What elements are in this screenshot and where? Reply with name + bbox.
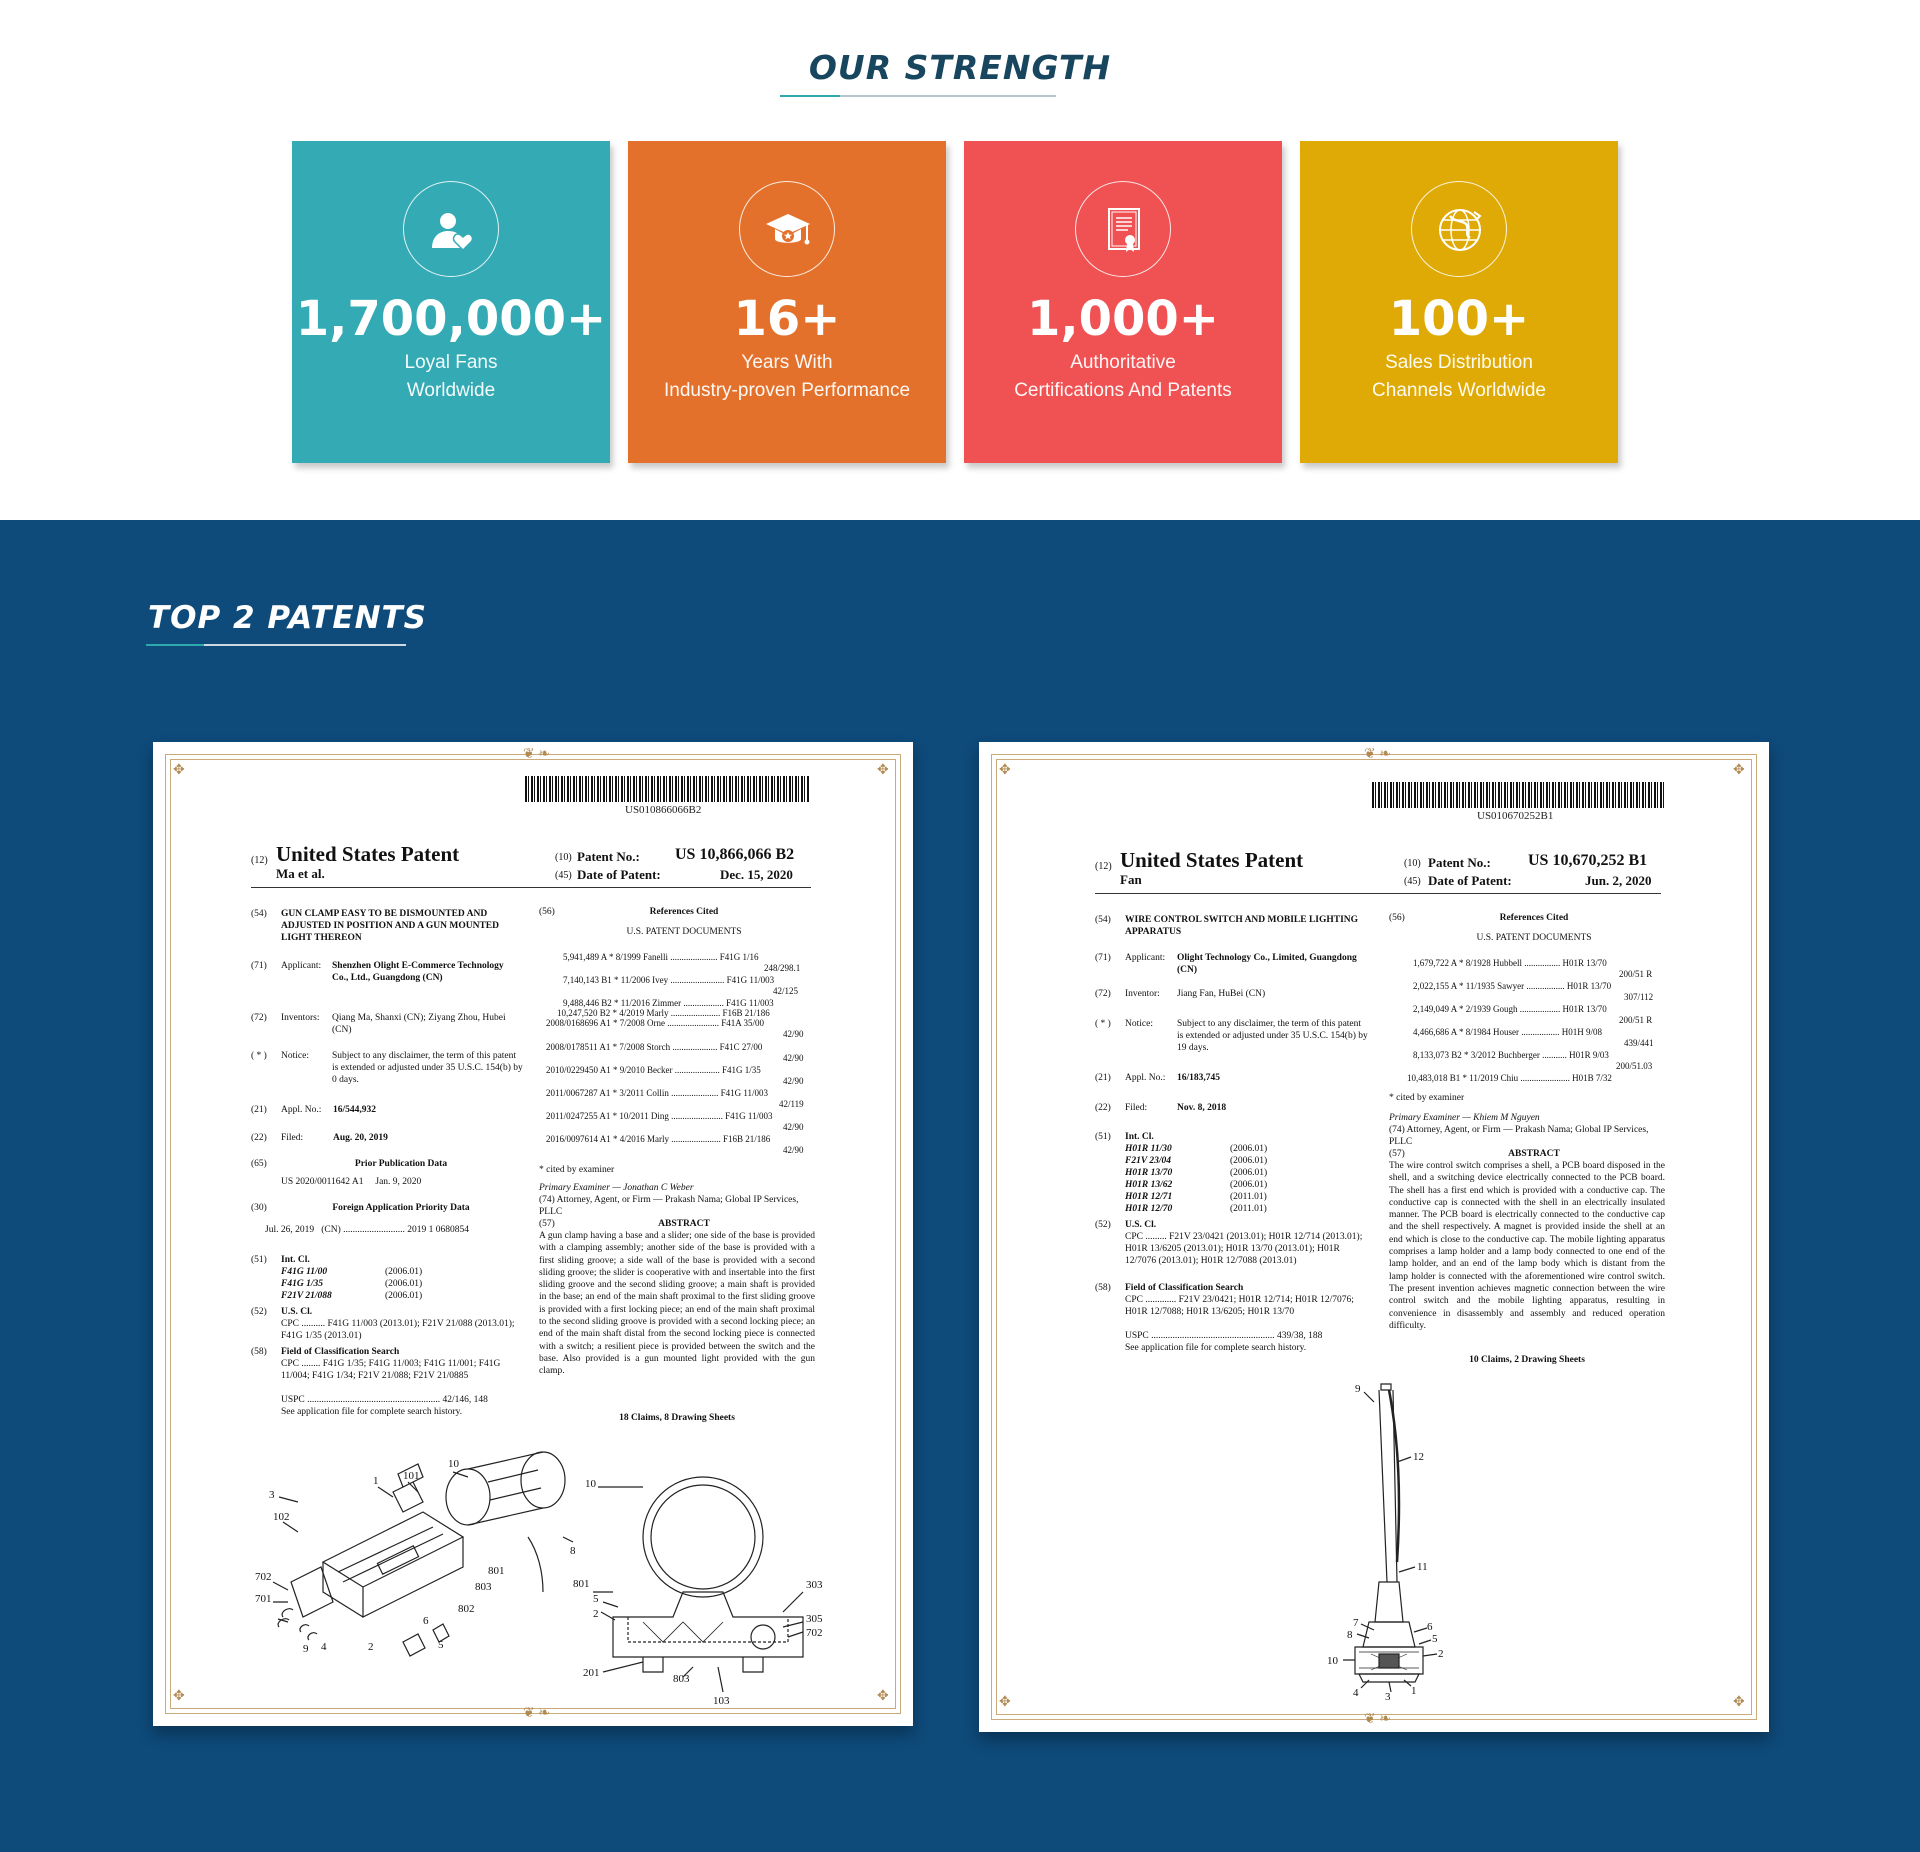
- intcl-class: F41G 1/35: [281, 1279, 323, 1289]
- stat-label-line1: Authoritative: [1070, 352, 1176, 373]
- title-underline-accent: [780, 95, 840, 97]
- filed-date: Aug. 20, 2019: [333, 1133, 388, 1143]
- header-rule: [251, 887, 811, 888]
- header-rule: [1095, 893, 1661, 894]
- patent-drawing-gun-clamp: [243, 1442, 843, 1712]
- refs-heading: References Cited: [1499, 913, 1569, 923]
- cited-by-examiner: * cited by examiner: [539, 1165, 615, 1175]
- reference-row: 42/90: [783, 1029, 804, 1039]
- reference-row: 2011/0247255 A1 * 10/2011 Ding ....................... F41G 11/003: [546, 1111, 773, 1121]
- drawing-label: 201: [583, 1667, 600, 1679]
- drawing-label: 303: [806, 1579, 823, 1591]
- code-72: (72): [251, 1013, 267, 1023]
- code-45: (45): [555, 870, 572, 881]
- code-56: (56): [539, 907, 555, 917]
- drawing-label: 801: [573, 1578, 590, 1590]
- ornament-icon: ✥: [173, 763, 185, 778]
- patent-no: US 10,670,252 B1: [1528, 852, 1648, 869]
- attorney: (74) Attorney, Agent, or Firm — Prakash Nama; Global IP Services, PLLC: [1389, 1125, 1649, 1147]
- invention-title: WIRE CONTROL SWITCH AND MOBILE LIGHTING APPARATUS: [1125, 915, 1359, 937]
- intcl-year: (2006.01): [1230, 1168, 1268, 1178]
- stat-label-line1: Sales Distribution: [1385, 352, 1533, 373]
- drawing-label: 4: [1353, 1687, 1359, 1699]
- code-45: (45): [1404, 876, 1421, 887]
- refs-heading: References Cited: [649, 907, 719, 917]
- graduation-cap-icon: [739, 181, 835, 277]
- reference-row: 1,679,722 A * 8/1928 Hubbell ................ H01R 13/70: [1413, 958, 1607, 968]
- reference-row: 10,483,018 B1 * 11/2019 Chiu ...................... H01B 7/32: [1407, 1073, 1612, 1083]
- stat-card-channels: [1300, 141, 1618, 463]
- reference-row: 2016/0097614 A1 * 4/2016 Marly ...................... F16B 21/186: [546, 1134, 771, 1144]
- applicant: Olight Technology Co., Limited, Guangdong (CN): [1177, 953, 1357, 975]
- reference-row: 10,247,520 B2 * 4/2019 Marly ...................... F16B 21/186: [557, 1008, 770, 1018]
- patent-no-label: Patent No.:: [1428, 855, 1491, 870]
- intcl-year: (2006.01): [1230, 1180, 1268, 1190]
- refs-subheading: U.S. PATENT DOCUMENTS: [626, 927, 742, 937]
- date-label: Date of Patent:: [577, 867, 661, 882]
- reference-row: 248/298.1: [764, 963, 801, 973]
- stat-cards: [292, 141, 1620, 465]
- drawing-label: 5: [1432, 1633, 1438, 1645]
- drawing-label: 4: [321, 1641, 327, 1653]
- reference-row: 2008/0168696 A1 * 7/2008 Orne ....................... F41A 35/00: [546, 1018, 765, 1028]
- see-application: See application file for complete search history.: [281, 1407, 463, 1417]
- reference-row: 42/90: [783, 1122, 804, 1132]
- reference-row: 42/90: [783, 1053, 804, 1063]
- drawing-label: 702: [255, 1571, 272, 1583]
- ornament-icon: ✥: [877, 763, 889, 778]
- reference-row: 200/51.03: [1616, 1061, 1653, 1071]
- uspc: USPC .................................................... 439/38, 188: [1125, 1331, 1323, 1341]
- strength-section: [0, 0, 1920, 520]
- code-12: (12): [251, 855, 268, 866]
- intcl-year: (2006.01): [385, 1279, 423, 1289]
- barcode: [1372, 782, 1664, 808]
- cited-by-examiner: * cited by examiner: [1389, 1093, 1465, 1103]
- applicant-label: Applicant:: [281, 961, 322, 971]
- reference-row: 4,466,686 A * 8/1984 Houser ................. H01H 9/08: [1413, 1027, 1602, 1037]
- inventors-label: Inventors:: [281, 1013, 320, 1023]
- abstract: A gun clamp having a base and a slider; one side of the base is provided with a clamping assembly; another side of the base is provided with a first sliding groove; a side wall of the base is provided with a second sliding groove; the slider is cooperative with and insertable into the first sliding groove and the second sliding groove; a main shaft is provided in the base; an end of the main shaft proximal to the first sliding groove is provided with a first locking piece; an end of the main shaft proximal to the second sliding groove is provided with a second locking piece; an end of the main shaft distal from the second locking piece is connected with a switch; a resilient piece is provided between the switch and the base. Also provided is a gun mounted light provided with the gun clamp.: [539, 1231, 815, 1377]
- patent-no-label: Patent No.:: [577, 849, 640, 864]
- drawing-label: 101: [403, 1470, 420, 1482]
- code-58: (58): [251, 1347, 267, 1357]
- drawing-label: 2: [368, 1641, 374, 1653]
- notice-label: Notice:: [281, 1051, 309, 1061]
- code-10: (10): [1404, 858, 1421, 869]
- drawing-label: 1: [373, 1475, 379, 1487]
- code-71: (71): [1095, 953, 1111, 963]
- code-30: (30): [251, 1203, 267, 1213]
- appl-label: Appl. No.:: [1125, 1073, 1166, 1083]
- drawing-label: 3: [269, 1489, 275, 1501]
- code-58: (58): [1095, 1283, 1111, 1293]
- uspc: USPC ........................................................ 42/146, 148: [281, 1395, 488, 1405]
- reference-row: 2,149,049 A * 2/1939 Gough .................. H01R 13/70: [1413, 1004, 1607, 1014]
- applicant: Shenzhen Olight E-Commerce Technology Co., Ltd., Guangdong (CN): [332, 961, 504, 983]
- reference-row: 42/90: [783, 1076, 804, 1086]
- uscl-label: U.S. Cl.: [1125, 1220, 1157, 1230]
- ornament-icon: ❦ ❧: [1364, 1712, 1391, 1727]
- drawing-label: 2: [1438, 1648, 1444, 1660]
- ornament-icon: ✥: [1733, 763, 1745, 778]
- patent-document-2: [979, 742, 1769, 1732]
- code-22: (22): [1095, 1103, 1111, 1113]
- code-57: (57): [539, 1219, 555, 1229]
- filed-label: Filed:: [1125, 1103, 1148, 1113]
- uscl-label: U.S. Cl.: [281, 1307, 313, 1317]
- intcl-year: (2011.01): [1230, 1204, 1267, 1214]
- reference-row: 8,133,073 B2 * 3/2012 Buchberger ........... H01R 9/03: [1413, 1050, 1609, 1060]
- appl-no: 16/544,932: [333, 1105, 377, 1115]
- prior-pub: US 2020/0011642 A1 Jan. 9, 2020: [281, 1177, 422, 1187]
- reference-row: 2010/0229450 A1 * 9/2010 Becker .................... F41G 1/35: [546, 1065, 761, 1075]
- intcl-year: (2006.01): [385, 1267, 423, 1277]
- drawing-label: 12: [1413, 1451, 1424, 1463]
- code-54: (54): [251, 909, 267, 919]
- inventor-label: Inventor:: [1125, 989, 1160, 999]
- prior-pub-heading: Prior Publication Data: [354, 1159, 448, 1169]
- drawing-label: 1: [1411, 1685, 1417, 1697]
- user-heart-icon: [403, 181, 499, 277]
- field-cpc: CPC ............. F21V 23/0421; H01R 12/714; H01R 12/7076; H01R 12/7088; H01R 13/6205; H01R 13/70: [1125, 1295, 1354, 1317]
- drawing-label: 9: [303, 1643, 309, 1655]
- drawing-label: 803: [673, 1673, 690, 1685]
- intcl-class: H01R 12/71: [1125, 1192, 1173, 1202]
- globe-icon: [1411, 181, 1507, 277]
- code-52: (52): [251, 1307, 267, 1317]
- ornament-icon: ❦ ❧: [523, 1706, 550, 1721]
- certificate-icon: [1075, 181, 1171, 277]
- stat-card-certifications: [964, 141, 1282, 463]
- intcl-class: F21V 23/04: [1125, 1156, 1172, 1166]
- barcode: [525, 776, 809, 802]
- barcode-number: US010670252B1: [1477, 810, 1554, 822]
- cpc: CPC ......... F21V 23/0421 (2013.01); H01R 12/714 (2013.01); H01R 13/6205 (2013.01); H01R 13/70 (2013.01); H01R 12/7076 (2013.01); H01R 12/7088 (2013.01): [1125, 1232, 1363, 1266]
- code-71: (71): [251, 961, 267, 971]
- intcl-class: H01R 13/62: [1125, 1180, 1173, 1190]
- drawing-label: 6: [423, 1615, 429, 1627]
- filed-date: Nov. 8, 2018: [1177, 1103, 1227, 1113]
- drawing-label: 305: [806, 1613, 823, 1625]
- code-notice: ( * ): [251, 1051, 267, 1061]
- code-22: (22): [251, 1133, 267, 1143]
- applicant-label: Applicant:: [1125, 953, 1166, 963]
- inventors: Qiang Ma, Shanxi (CN); Ziyang Zhou, Hubei (CN): [332, 1013, 506, 1035]
- reference-row: 307/112: [1624, 992, 1654, 1002]
- field-cpc: CPC ........ F41G 1/35; F41G 11/003; F41G 11/001; F41G 11/004; F41G 1/34; F21V 21/088; F21V 21/0885: [281, 1359, 501, 1381]
- stat-label-line1: Loyal Fans: [404, 352, 498, 373]
- stat-label: [292, 349, 610, 405]
- attorney: (74) Attorney, Agent, or Firm — Prakash Nama; Global IP Services, PLLC: [539, 1195, 799, 1217]
- code-21: (21): [1095, 1073, 1111, 1083]
- claims: 18 Claims, 8 Drawing Sheets: [619, 1413, 735, 1423]
- intcl-label: Int. Cl.: [1125, 1132, 1154, 1142]
- field-label: Field of Classification Search: [1125, 1283, 1244, 1293]
- stat-label-line2: Industry-proven Performance: [663, 380, 911, 401]
- see-application: See application file for complete search history.: [1125, 1343, 1307, 1353]
- claims: 10 Claims, 2 Drawing Sheets: [1469, 1355, 1585, 1365]
- drawing-label: 801: [488, 1565, 505, 1577]
- notice-label: Notice:: [1125, 1019, 1153, 1029]
- intcl-class: H01R 12/70: [1125, 1204, 1173, 1214]
- drawing-label: 802: [458, 1603, 475, 1615]
- drawing-label: 10: [1327, 1655, 1338, 1667]
- date-label: Date of Patent:: [1428, 873, 1512, 888]
- drawing-label: 103: [713, 1695, 730, 1707]
- patent-heading: United States Patent: [1120, 848, 1304, 872]
- drawing-label: 8: [570, 1545, 576, 1557]
- stat-label-line2: Channels Worldwide: [1372, 380, 1546, 401]
- reference-row: 2008/0178511 A1 * 7/2008 Storch .................... F41C 27/00: [546, 1042, 763, 1052]
- appl-no: 16/183,745: [1177, 1073, 1221, 1083]
- drawing-label: 9: [1355, 1383, 1361, 1395]
- code-10: (10): [555, 852, 572, 863]
- reference-row: 2011/0067287 A1 * 3/2011 Collin ..................... F41G 11/003: [546, 1088, 769, 1098]
- foreign-priority: Jul. 26, 2019 (CN) .......................... 2019 1 0680854: [265, 1225, 469, 1235]
- patent-date: Dec. 15, 2020: [720, 867, 793, 882]
- drawing-label: 7: [1353, 1617, 1359, 1629]
- patents-title-underline-accent: [146, 644, 204, 646]
- drawing-label: 10: [448, 1458, 459, 1470]
- stat-number: 100+: [1388, 291, 1530, 347]
- abstract-heading: ABSTRACT: [658, 1219, 710, 1229]
- drawing-label: 5: [593, 1593, 599, 1605]
- primary-examiner: Primary Examiner — Jonathan C Weber: [539, 1183, 694, 1193]
- reference-row: 200/51 R: [1619, 1015, 1653, 1025]
- intcl-class: F41G 11/00: [281, 1267, 328, 1277]
- drawing-label: 702: [806, 1627, 823, 1639]
- drawing-label: 8: [1347, 1629, 1353, 1641]
- ornament-icon: ✥: [173, 1689, 185, 1704]
- code-57: (57): [1389, 1149, 1405, 1159]
- code-56: (56): [1389, 913, 1405, 923]
- stat-label: [628, 349, 946, 405]
- stat-label: [1300, 349, 1618, 405]
- intcl-class: H01R 13/70: [1125, 1168, 1173, 1178]
- code-72: (72): [1095, 989, 1111, 999]
- patents-section: [0, 520, 1920, 1852]
- drawing-label: 10: [585, 1478, 596, 1490]
- intcl-year: (2006.01): [1230, 1144, 1268, 1154]
- stat-card-years: [628, 141, 946, 463]
- field-label: Field of Classification Search: [281, 1347, 400, 1357]
- drawing-label: 701: [255, 1593, 272, 1605]
- ornament-icon: ❦ ❧: [523, 747, 550, 762]
- ornament-icon: ✥: [1733, 1695, 1745, 1710]
- patent-drawing-wire-switch: [1319, 1382, 1469, 1702]
- code-51: (51): [251, 1255, 267, 1265]
- code-52: (52): [1095, 1220, 1111, 1230]
- primary-examiner: Primary Examiner — Khiem M Nguyen: [1389, 1113, 1540, 1123]
- reference-row: 9,488,446 B2 * 11/2016 Zimmer .................. F41G 11/003: [563, 998, 774, 1008]
- abstract-heading: ABSTRACT: [1508, 1149, 1560, 1159]
- strength-title: OUR STRENGTH: [808, 48, 1112, 87]
- intcl-year: (2006.01): [1230, 1156, 1268, 1166]
- intcl-label: Int. Cl.: [281, 1255, 310, 1265]
- drawing-label: 803: [475, 1581, 492, 1593]
- notice: Subject to any disclaimer, the term of this patent is extended or adjusted under 35 U.S.C. 154(b) by 0 days.: [332, 1051, 523, 1085]
- reference-row: 2,022,155 A * 11/1935 Sawyer ................. H01R 13/70: [1413, 981, 1612, 991]
- ornament-icon: ✥: [877, 1689, 889, 1704]
- stat-label-line2: Certifications And Patents: [1014, 380, 1232, 401]
- inventor-short: Fan: [1120, 872, 1142, 887]
- ornament-icon: ✥: [999, 1695, 1011, 1710]
- code-65: (65): [251, 1159, 267, 1169]
- drawing-label: 2: [593, 1608, 599, 1620]
- reference-row: 200/51 R: [1619, 969, 1653, 979]
- reference-row: 42/90: [783, 1145, 804, 1155]
- code-51: (51): [1095, 1132, 1111, 1142]
- reference-row: 7,140,143 B1 * 11/2006 Ivey ........................ F41G 11/003: [563, 975, 775, 985]
- appl-label: Appl. No.:: [281, 1105, 322, 1115]
- code-54: (54): [1095, 915, 1111, 925]
- drawing-label: 3: [1385, 1691, 1391, 1702]
- reference-row: 5,941,489 A * 8/1999 Fanelli ..................... F41G 1/16: [563, 952, 759, 962]
- invention-title: GUN CLAMP EASY TO BE DISMOUNTED AND ADJUSTED IN POSITION AND A GUN MOUNTED LIGHT THEREON: [281, 909, 500, 943]
- refs-subheading: U.S. PATENT DOCUMENTS: [1476, 933, 1592, 943]
- intcl-year: (2011.01): [1230, 1192, 1267, 1202]
- foreign-heading: Foreign Application Priority Data: [332, 1203, 470, 1213]
- stat-number: 1,000+: [1026, 291, 1220, 347]
- code-21: (21): [251, 1105, 267, 1115]
- patent-document-1: [153, 742, 913, 1726]
- drawing-label: 11: [1417, 1561, 1428, 1573]
- intcl-year: (2006.01): [385, 1291, 423, 1301]
- stat-number: 16+: [733, 291, 841, 347]
- intcl-class: F21V 21/088: [281, 1291, 332, 1301]
- reference-row: 42/119: [779, 1099, 804, 1109]
- barcode-number: US010866066B2: [625, 804, 702, 816]
- stat-number: 1,700,000+: [295, 291, 607, 347]
- drawing-label: 5: [438, 1639, 444, 1651]
- patent-no: US 10,866,066 B2: [675, 846, 795, 863]
- code-notice: ( * ): [1095, 1019, 1111, 1029]
- stat-card-fans: [292, 141, 610, 463]
- reference-row: 42/125: [773, 986, 799, 996]
- filed-label: Filed:: [281, 1133, 304, 1143]
- notice: Subject to any disclaimer, the term of this patent is extended or adjusted under 35 U.S.C. 154(b) by 19 days.: [1177, 1019, 1368, 1053]
- code-12: (12): [1095, 861, 1112, 872]
- cpc: CPC .......... F41G 11/003 (2013.01); F21V 21/088 (2013.01); F41G 1/35 (2013.01): [281, 1319, 515, 1341]
- inventor-short: Ma et al.: [276, 866, 325, 881]
- stat-label-line2: Worldwide: [406, 380, 496, 401]
- patent-date: Jun. 2, 2020: [1585, 873, 1652, 888]
- intcl-class: H01R 11/30: [1125, 1144, 1172, 1154]
- ornament-icon: ✥: [999, 763, 1011, 778]
- abstract: The wire control switch comprises a shell, a PCB board disposed in the shell, and a switching device electrically connected to the PCB board. The shell has a first end which is provided with a conductive cap. The conductive cap is connected with the shell in an electrically insulated manner. The PCB board is electrically connected to the conductive cap and the shell respectively. A magnet is provided inside the shell at an end which is close to the conductive cap. The mobile lighting apparatus comprises a lamp holder and a lamp body connected to one end of the lamp holder, and an end of the lamp body which is distant from the lamp holder is connected with the aforementioned wire control switch. The present invention achieves magnetic connection between the wire control switch and the mobile lighting apparatus, resulting in convenience in disassembly and assembly and reduced operation difficulty.: [1389, 1161, 1665, 1331]
- drawing-label: 102: [273, 1511, 290, 1523]
- stat-label-line1: Years With: [741, 352, 833, 373]
- ornament-icon: ❦ ❧: [1364, 747, 1391, 762]
- stat-label: [964, 349, 1282, 405]
- drawing-label: 6: [1427, 1621, 1433, 1633]
- reference-row: 439/441: [1624, 1038, 1654, 1048]
- patents-title: TOP 2 PATENTS: [148, 600, 428, 636]
- patent-heading: United States Patent: [276, 842, 460, 866]
- inventor: Jiang Fan, HuBei (CN): [1177, 989, 1266, 999]
